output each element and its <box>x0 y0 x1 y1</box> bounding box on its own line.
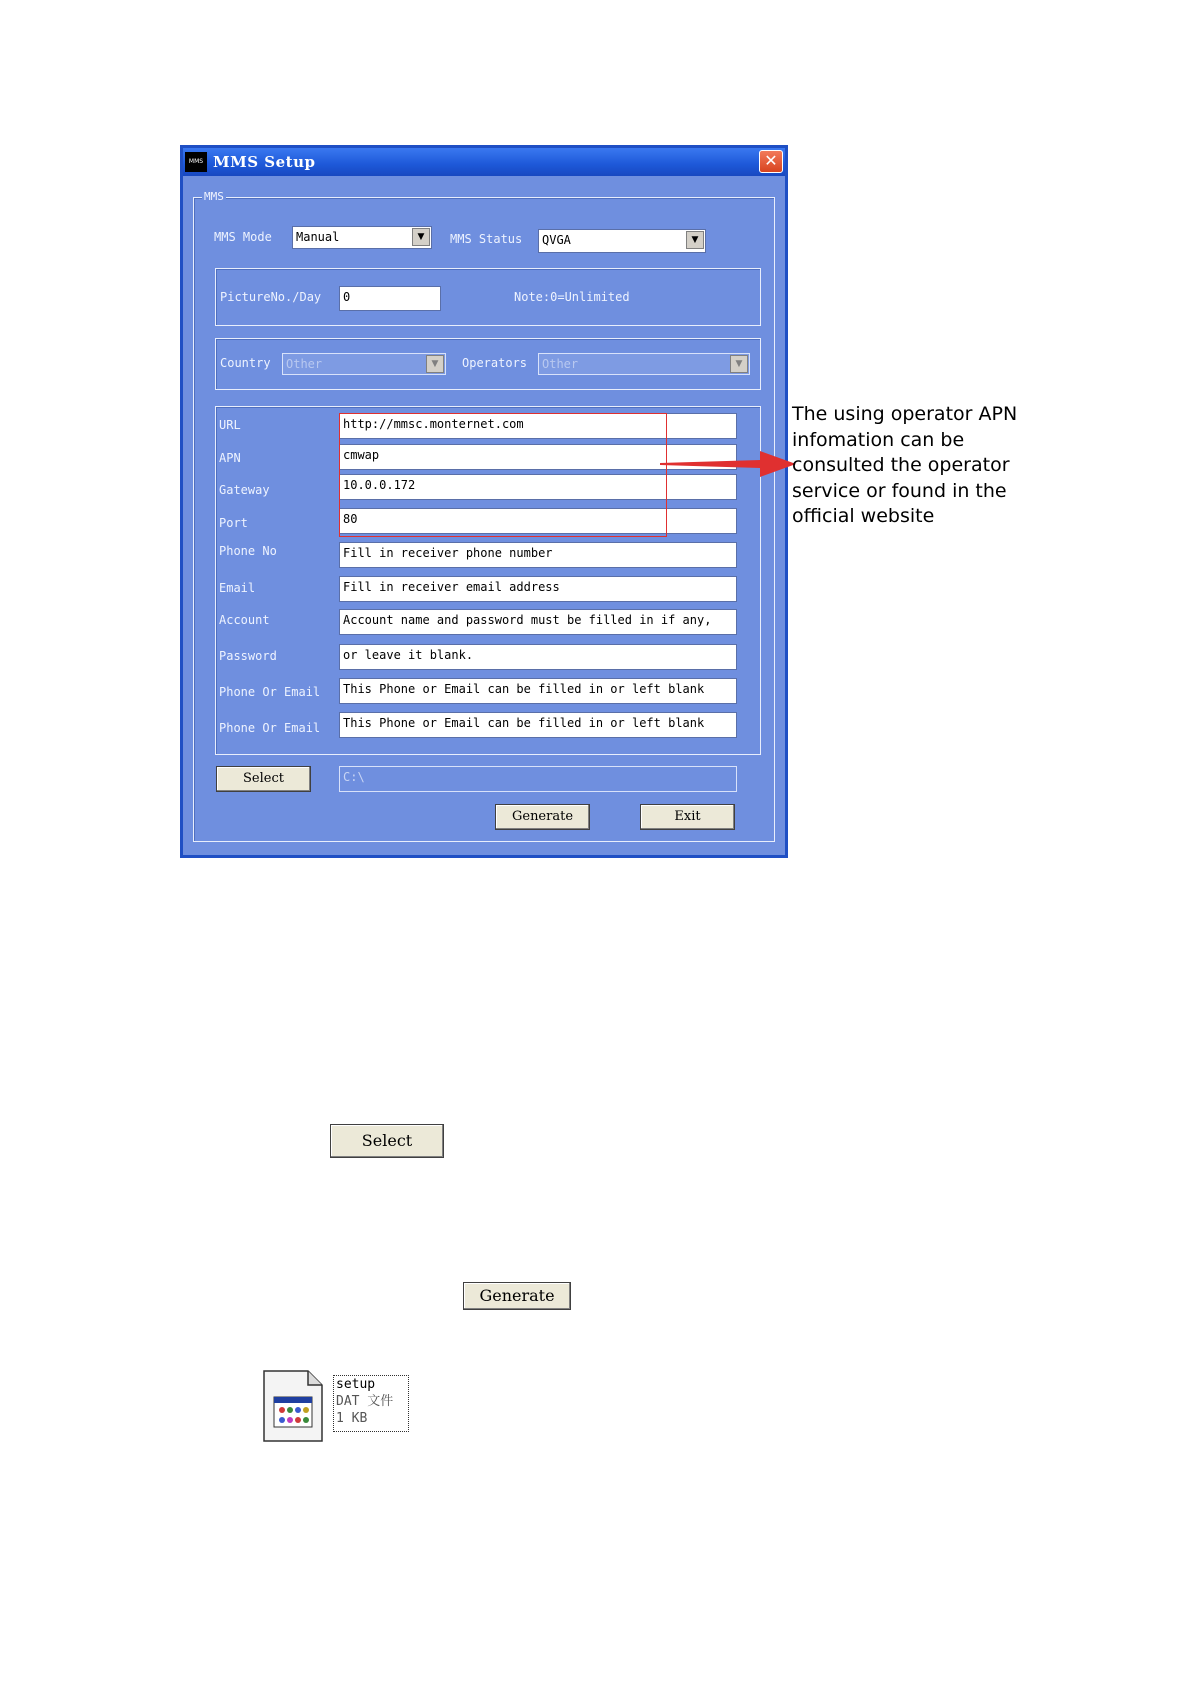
apn-highlight-box <box>339 413 667 537</box>
phone-no-input[interactable]: Fill in receiver phone number <box>339 542 737 568</box>
mms-status-select[interactable] <box>538 229 706 253</box>
close-button[interactable]: ✕ <box>759 150 783 173</box>
picture-per-day-input[interactable]: 0 <box>339 286 441 311</box>
operators-value: Other <box>542 357 579 371</box>
annotation-arrow-icon <box>660 449 796 479</box>
mms-mode-label: MMS Mode <box>214 230 272 244</box>
dat-file-icon[interactable] <box>262 1369 324 1443</box>
app-icon: MMS <box>185 152 207 172</box>
field-label-port: Port <box>219 516 248 530</box>
field-label-email: Email <box>219 581 256 595</box>
account-input[interactable]: Account name and password must be filled in if any, <box>339 609 737 635</box>
title-bar[interactable] <box>183 148 785 176</box>
chevron-down-icon[interactable]: ▼ <box>730 355 748 373</box>
chevron-down-icon[interactable]: ▼ <box>412 228 430 246</box>
operators-select[interactable] <box>538 353 750 375</box>
url-input[interactable]: http://mmsc.monternet.com <box>339 413 737 439</box>
chevron-down-icon[interactable]: ▼ <box>686 231 704 249</box>
picture-per-day-label: PictureNo./Day <box>220 290 322 304</box>
path-input[interactable]: C:\ <box>339 766 737 792</box>
apn-input[interactable]: cmwap <box>339 444 737 470</box>
field-label-gateway: Gateway <box>219 483 270 497</box>
mms-status-value: QVGA <box>542 233 571 247</box>
mms-status-label: MMS Status <box>450 232 523 246</box>
email-input[interactable]: Fill in receiver email address <box>339 576 737 602</box>
phone-or-email-input-1[interactable]: This Phone or Email can be filled in or left blank <box>339 678 737 704</box>
field-label-apn: APN <box>219 451 241 465</box>
field-label-url: URL <box>219 418 241 432</box>
window-title: MMS Setup <box>213 153 316 171</box>
field-label-phone-or-email-2: Phone Or Email <box>219 721 321 735</box>
country-select[interactable] <box>282 353 446 375</box>
field-label-password: Password <box>219 649 277 663</box>
password-input[interactable]: or leave it blank. <box>339 644 737 670</box>
standalone-generate-button[interactable]: Generate <box>463 1282 571 1310</box>
mms-group-legend: MMS <box>204 190 224 203</box>
annotation-text: The using operator APN infomation can be consulted the operator service or found in the official website <box>792 403 1018 527</box>
operators-label: Operators <box>462 356 528 370</box>
mms-mode-value: Manual <box>296 230 340 244</box>
phone-or-email-input-2[interactable]: This Phone or Email can be filled in or left blank <box>339 712 737 738</box>
file-type: DAT 文件 <box>336 1394 394 1409</box>
country-value: Other <box>286 357 323 371</box>
file-name: setup <box>336 1377 376 1392</box>
exit-button[interactable]: Exit <box>640 804 735 830</box>
chevron-down-icon[interactable]: ▼ <box>426 355 444 373</box>
file-label[interactable] <box>333 1375 409 1432</box>
gateway-input[interactable]: 10.0.0.172 <box>339 474 737 500</box>
field-label-account: Account <box>219 613 270 627</box>
select-button[interactable]: Select <box>216 766 311 792</box>
country-label: Country <box>220 356 271 370</box>
port-input[interactable]: 80 <box>339 508 737 534</box>
mms-mode-select[interactable] <box>292 226 432 249</box>
generate-button[interactable]: Generate <box>495 804 590 830</box>
field-label-phone-no: Phone No <box>219 544 277 558</box>
field-label-phone-or-email-1: Phone Or Email <box>219 685 321 699</box>
file-size: 1 KB <box>336 1411 368 1426</box>
picture-note: Note:0=Unlimited <box>514 290 630 304</box>
standalone-select-button[interactable]: Select <box>330 1124 444 1158</box>
